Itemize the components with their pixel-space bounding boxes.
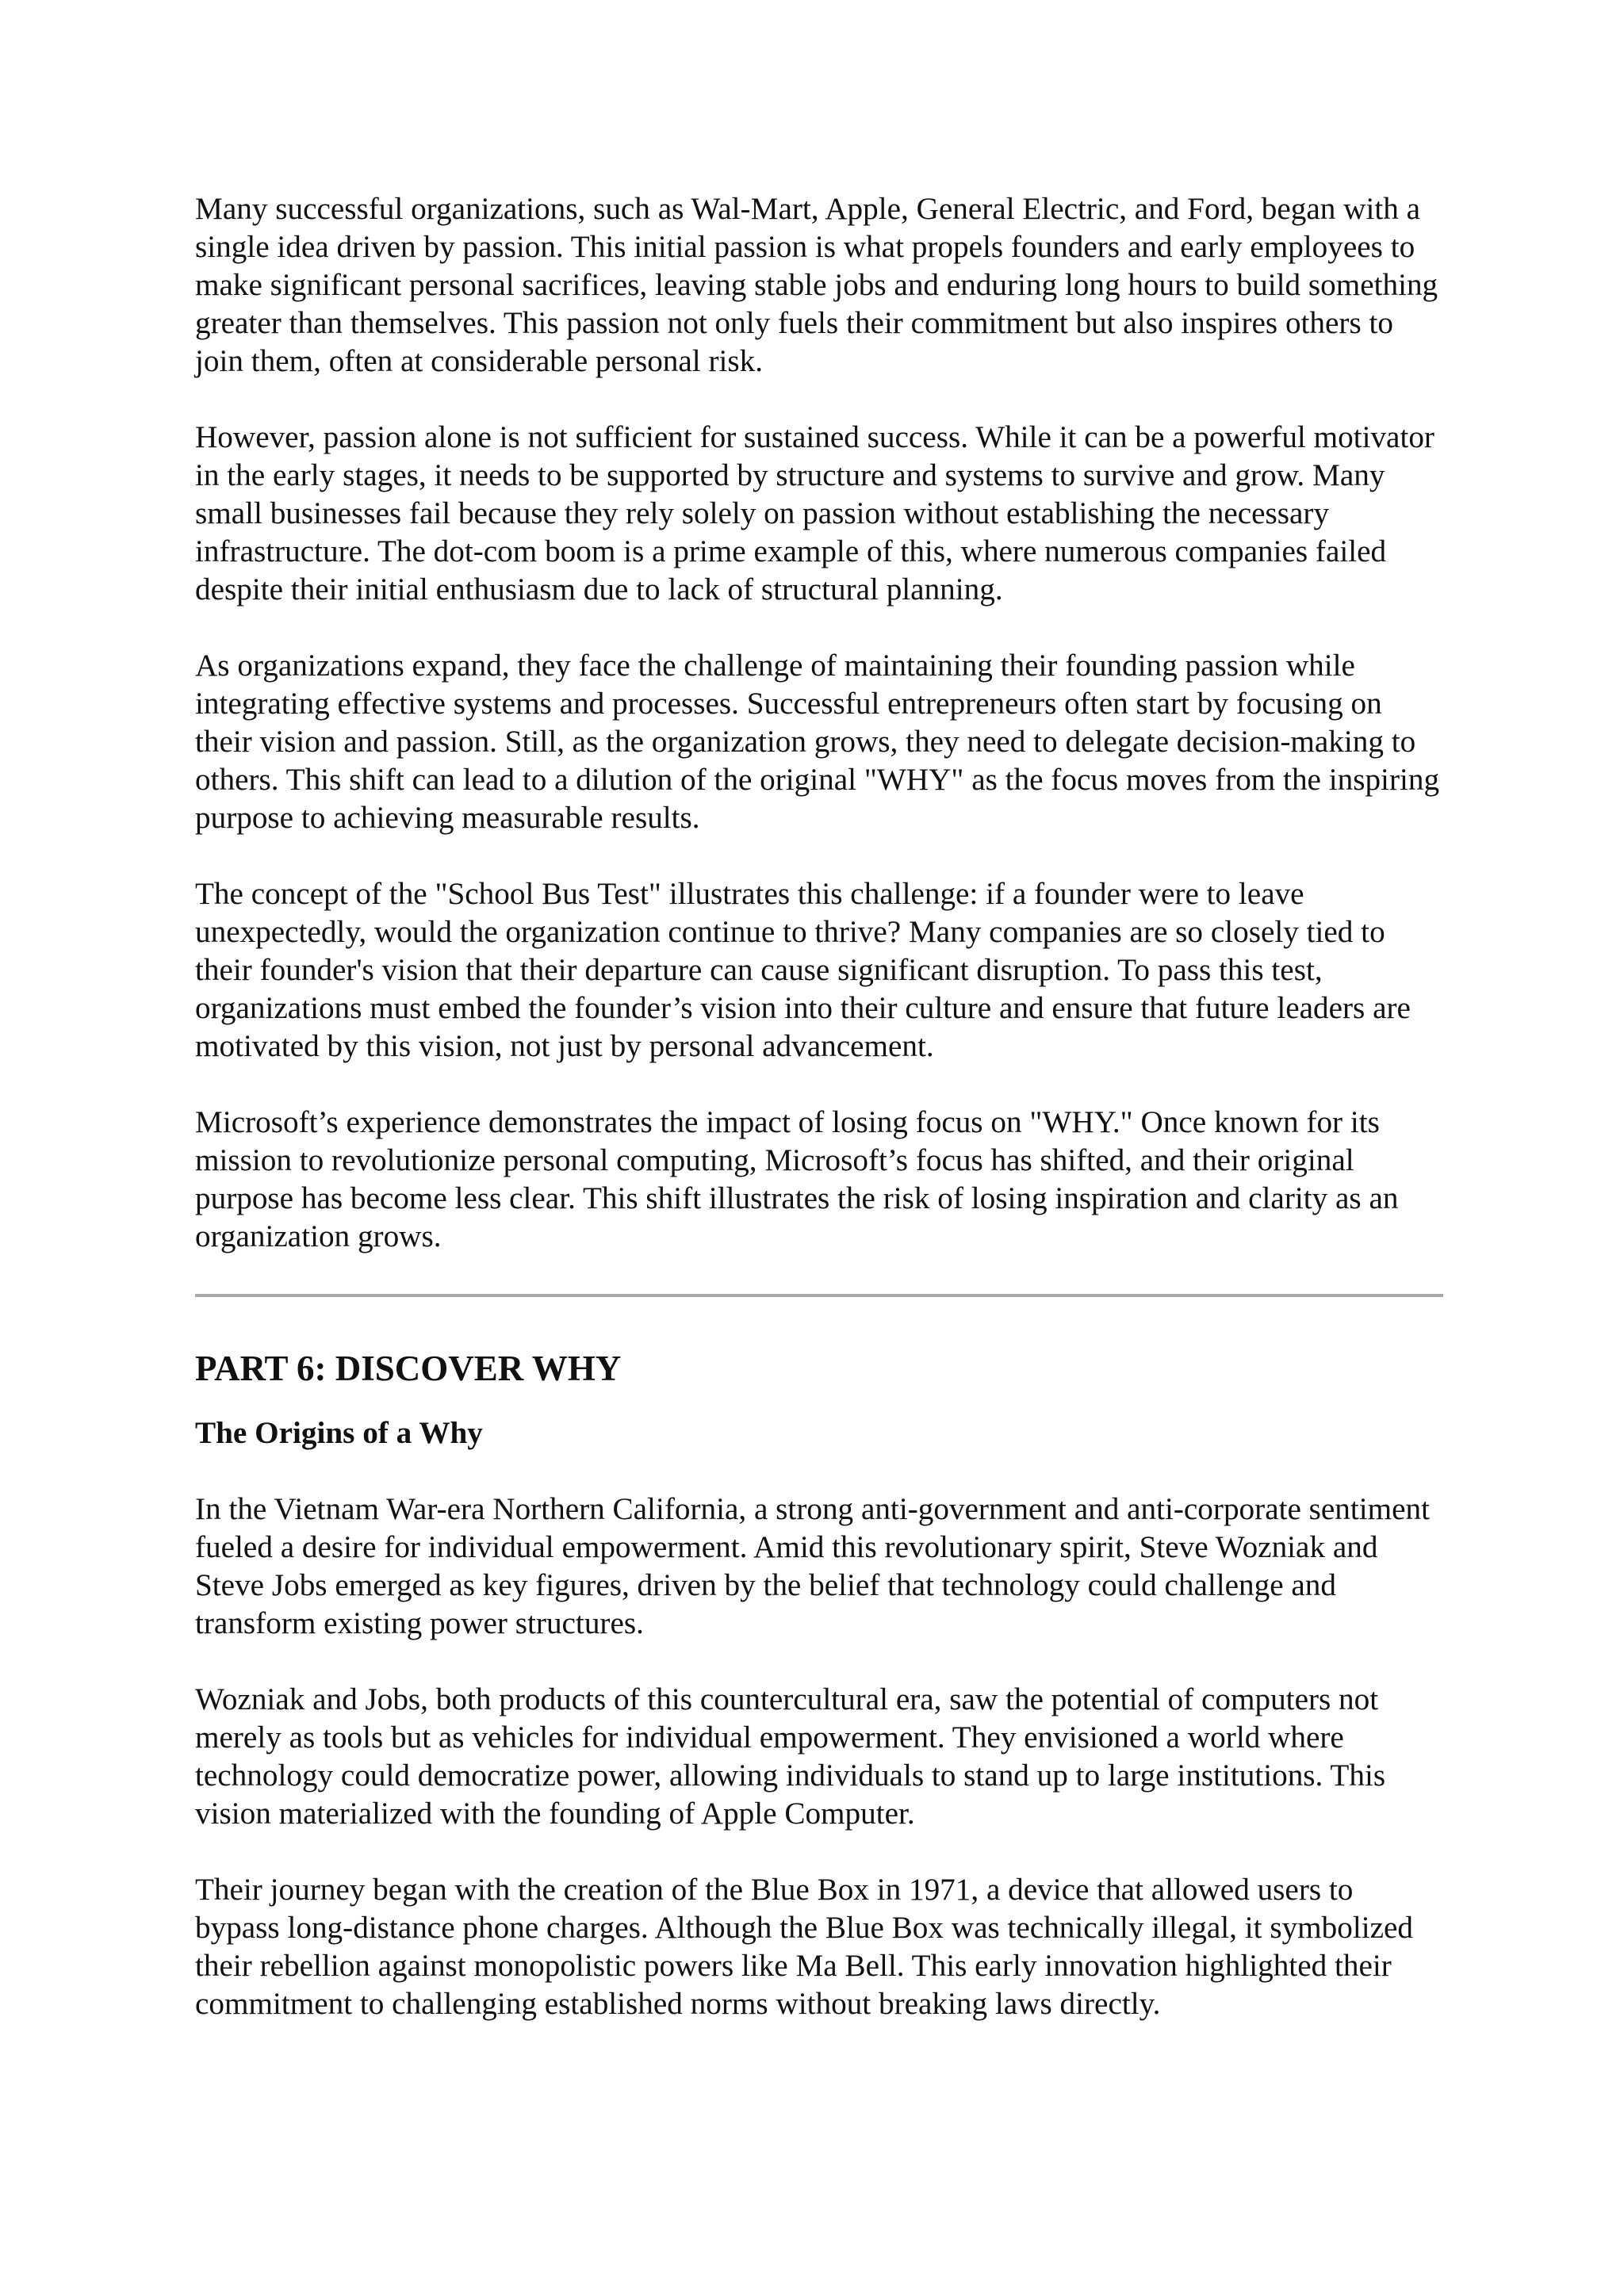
sub-heading: The Origins of a Why <box>195 1416 483 1450</box>
paragraph: Microsoft’s experience demonstrates the impact of losing focus on "WHY." Once known for its mission to revolutionize personal computing, Microsoft’s focus has shifted, and their original purpose has become less clear. This shift illustrates the risk of losing inspiration and clarity as an organization grows. <box>195 1105 1399 1253</box>
paragraph: Many successful organizations, such as Wal-Mart, Apple, General Electric, and Ford, began with a single idea driven by passion. This initial passion is what propels founders and early employees to make significant personal sacrifices, leaving stable jobs and enduring long hours to build something greater than themselves. This passion not only fuels their commitment but also inspires others to join them, often at considerable personal risk. <box>195 192 1438 378</box>
part-heading: PART 6: DISCOVER WHY <box>195 1349 622 1388</box>
paragraph: Wozniak and Jobs, both products of this countercultural era, saw the potential of computers not merely as tools but as vehicles for individual empowerment. They envisioned a world where technology could democratize power, allowing individuals to stand up to large institutions. This vision materialized with the founding of Apple Computer. <box>195 1682 1386 1831</box>
document-page <box>195 190 1443 2061</box>
paragraph: Their journey began with the creation of the Blue Box in 1971, a device that allowed users to bypass long-distance phone charges. Although the Blue Box was technically illegal, it symbolized their rebellion against monopolistic powers like Ma Bell. This early innovation highlighted their commitment to challenging established norms without breaking laws directly. <box>195 1873 1413 2021</box>
section-divider <box>195 1294 1443 1297</box>
paragraph: In the Vietnam War-era Northern California, a strong anti-government and anti-corporate sentiment fueled a desire for individual empowerment. Amid this revolutionary spirit, Steve Wozniak and Steve Jobs emerged as key figures, driven by the belief that technology could challenge and transform existing power structures. <box>195 1492 1431 1640</box>
paragraph: The concept of the "School Bus Test" illustrates this challenge: if a founder were to leave unexpectedly, would the organization continue to thrive? Many companies are so closely tied to their founder's vision that their departure can cause significant disruption. To pass this test, organizations must embed the founder’s vision into their culture and ensure that future leaders are motivated by this vision, not just by personal advancement. <box>195 877 1411 1063</box>
paragraph: However, passion alone is not sufficient for sustained success. While it can be a powerful motivator in the early stages, it needs to be supported by structure and systems to survive and grow. Many small businesses fail because they rely solely on passion without establishing the necessary infrastructure. The dot-com boom is a prime example of this, where numerous companies failed despite their initial enthusiasm due to lack of structural planning. <box>195 420 1434 607</box>
paragraph: As organizations expand, they face the challenge of maintaining their founding passion while integrating effective systems and processes. Successful entrepreneurs often start by focusing on their vision and passion. Still, as the organization grows, they need to delegate decision-making to others. This shift can lead to a dilution of the original "WHY" as the focus moves from the inspiring purpose to achieving measurable results. <box>195 649 1440 835</box>
